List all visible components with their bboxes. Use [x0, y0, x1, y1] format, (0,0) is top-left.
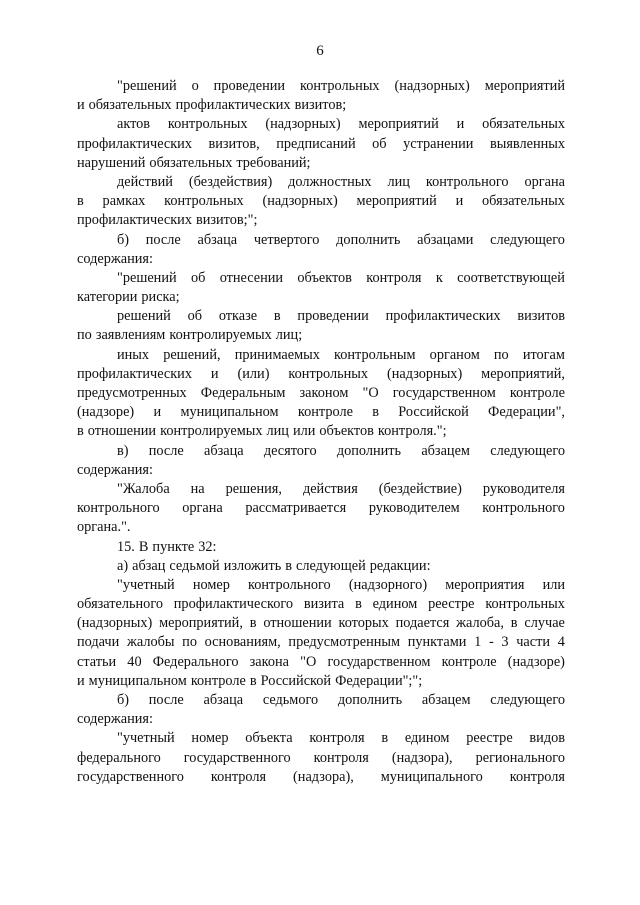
text-line: подачи жалобы по основаниям, предусмотренным пунктами 1 - 3 части 4	[77, 634, 565, 651]
text-line: актов контрольных (надзорных) мероприятий и обязательных	[117, 116, 565, 133]
text-line: предусмотренных Федеральным законом "О государственном контроле	[77, 385, 565, 401]
document-body	[77, 77, 565, 787]
text-line: (надзорных) мероприятий, в отношении которых подается жалоба, в случае	[77, 615, 565, 632]
text-line: категории риска;	[77, 289, 180, 306]
text-line: обязательного профилактического визита в едином реестре контрольных	[77, 596, 565, 613]
text-line: б) после абзаца седьмого дополнить абзацем следующего	[117, 692, 565, 708]
text-line: и муниципальном контроле в Российской Федерации";";	[77, 672, 423, 689]
text-line: в отношении контролируемых лиц или объектов контроля.";	[77, 423, 447, 440]
text-line: профилактических визитов, предписаний об устранении выявленных	[77, 135, 565, 152]
text-line: статьи 40 Федерального закона "О государственном контроле (надзоре)	[77, 653, 565, 670]
text-line: действий (бездействия) должностных лиц контрольного органа	[117, 173, 565, 190]
text-line: содержания:	[77, 461, 153, 478]
text-line: государственного контроля (надзора), муниципального контроля	[77, 768, 565, 785]
text-line: федерального государственного контроля (надзора), регионального	[77, 749, 565, 766]
text-line: иных решений, принимаемых контрольным органом по итогам	[117, 346, 565, 363]
text-line: профилактических и (или) контрольных (надзорных) мероприятий,	[77, 365, 565, 382]
text-line: в) после абзаца десятого дополнить абзацем следующего	[117, 442, 565, 459]
text-line: 15. В пункте 32:	[117, 538, 217, 555]
text-line: в рамках контрольных (надзорных) мероприятий и обязательных	[77, 193, 565, 210]
text-line: "учетный номер контрольного (надзорного) мероприятия или	[117, 576, 565, 593]
text-line: профилактических визитов;";	[77, 212, 258, 229]
text-line: б) после абзаца четвертого дополнить абзацами следующего	[117, 231, 565, 248]
text-line: нарушений обязательных требований;	[77, 154, 311, 171]
text-line: "учетный номер объекта контроля в едином реестре видов	[117, 730, 565, 747]
text-line: (надзоре) и муниципальном контроле в Российской Федерации",	[77, 404, 565, 421]
text-line: контрольного органа рассматривается руководителем контрольного	[77, 500, 565, 517]
text-line: содержания:	[77, 711, 153, 728]
text-line: решений об отказе в проведении профилактических визитов	[117, 308, 565, 325]
text-line: содержания:	[77, 250, 153, 267]
text-line: а) абзац седьмой изложить в следующей редакции:	[117, 557, 431, 574]
text-line: "Жалоба на решения, действия (бездействие) руководителя	[117, 480, 565, 497]
text-line: "решений об отнесении объектов контроля к соответствующей	[117, 269, 565, 286]
text-line: "решений о проведении контрольных (надзорных) мероприятий	[117, 78, 565, 94]
text-line: по заявлениям контролируемых лиц;	[77, 327, 303, 344]
page-number: 6	[316, 43, 324, 59]
text-line: органа.".	[77, 519, 131, 536]
text-line: и обязательных профилактических визитов;	[77, 97, 347, 114]
